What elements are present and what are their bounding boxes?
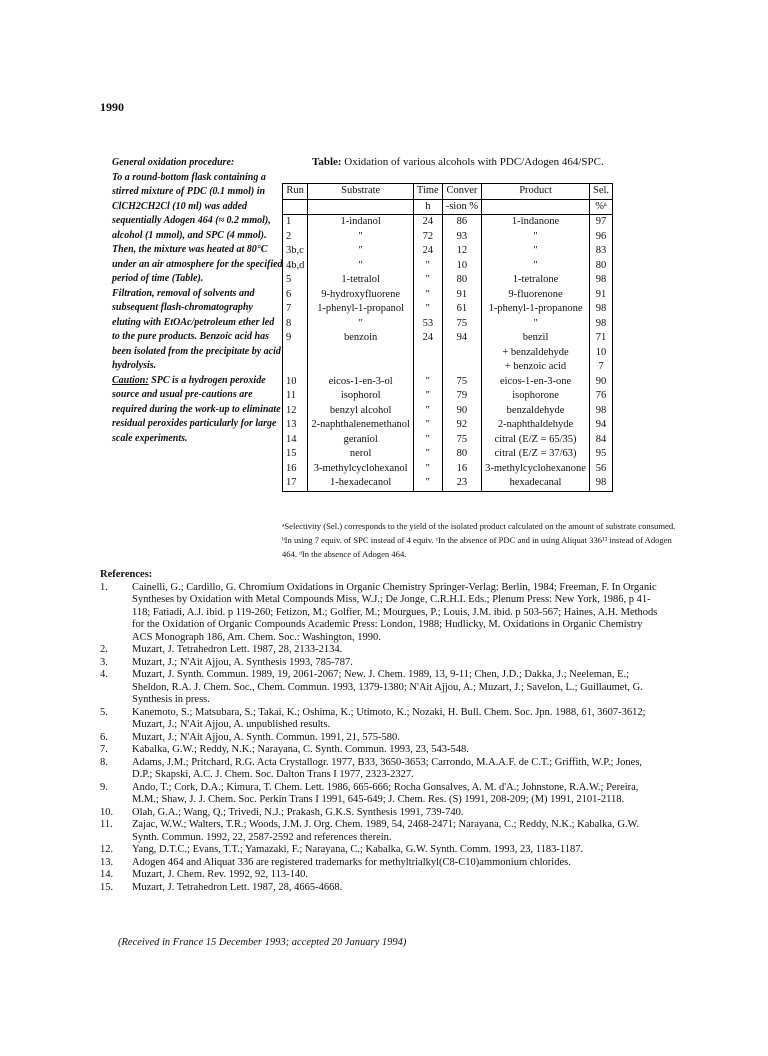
- cell-product: + benzoic acid: [482, 360, 590, 375]
- cell-run: 11: [283, 389, 308, 404]
- cell-substrate: 9-hydroxyfluorene: [308, 288, 414, 303]
- references-title: References:: [100, 569, 153, 580]
- header-time: Time: [413, 184, 442, 200]
- caution-text: SPC is a hydrogen peroxide source and usual pre-cautions are required during the work-up to eliminate residual peroxides particularly for large scale experiments.: [112, 374, 281, 444]
- cell-run: 4b,d: [283, 259, 308, 274]
- cell-time: ": [413, 476, 442, 491]
- cell-conversion: 75: [442, 317, 481, 332]
- cell-conversion: 93: [442, 230, 481, 245]
- cell-run: [283, 360, 308, 375]
- caution-paragraph: [112, 374, 284, 447]
- reference-item: [100, 669, 660, 707]
- cell-substrate: 1-hexadecanol: [308, 476, 414, 491]
- header-time: h: [413, 199, 442, 215]
- cell-substrate: ": [308, 317, 414, 332]
- cell-selectivity: 97: [589, 215, 612, 230]
- cell-product: hexadecanal: [482, 476, 590, 491]
- reference-text: Adogen 464 and Aliquat 336 are registered trademarks for methyltrialkyl(C8-C10)ammonium chlorides.: [132, 856, 571, 868]
- cell-substrate: ": [308, 244, 414, 259]
- cell-time: ": [413, 389, 442, 404]
- table-row: [283, 360, 613, 375]
- reference-item: [100, 744, 660, 757]
- table-header-row: [283, 184, 613, 200]
- header-substrate: [308, 199, 414, 215]
- cell-run: 9: [283, 331, 308, 346]
- reference-text: Yang, D.T.C.; Evans, T.T.; Yamazaki, F.; Narayana, C.; Kabalka, G.W. Synth. Comm. 1993, 23, 1183-1187.: [132, 844, 584, 855]
- cell-time: [413, 360, 442, 375]
- cell-product: + benzaldehyde: [482, 346, 590, 361]
- oxidation-table: [282, 183, 613, 492]
- reference-text: Muzart, J.; N'Ait Ajjou, A. Synthesis 1993, 785-787.: [132, 656, 353, 668]
- cell-conversion: 23: [442, 476, 481, 491]
- cell-product: isophorone: [482, 389, 590, 404]
- table-row: [283, 389, 613, 404]
- reference-item: [100, 707, 660, 732]
- table-row: [283, 476, 613, 491]
- cell-substrate: ": [308, 259, 414, 274]
- cell-time: ": [413, 433, 442, 448]
- cell-product: citral (E/Z = 37/63): [482, 447, 590, 462]
- table-row: [283, 404, 613, 419]
- cell-substrate: benzyl alcohol: [308, 404, 414, 419]
- reference-number: 7.: [100, 744, 108, 755]
- reference-number: 2.: [100, 644, 108, 655]
- header-run: Run: [283, 184, 308, 200]
- reference-text: Muzart, J. Tetrahedron Lett. 1987, 28, 4665-4668.: [132, 881, 343, 893]
- table-row: [283, 462, 613, 477]
- cell-run: 12: [283, 404, 308, 419]
- table-row: [283, 375, 613, 390]
- cell-run: 15: [283, 447, 308, 462]
- cell-conversion: 94: [442, 331, 481, 346]
- reference-number: 15.: [100, 881, 114, 893]
- cell-time: ": [413, 447, 442, 462]
- cell-substrate: eicos-1-en-3-ol: [308, 375, 414, 390]
- cell-substrate: ": [308, 230, 414, 245]
- cell-selectivity: 7: [589, 360, 612, 375]
- cell-product: 1-phenyl-1-propanone: [482, 302, 590, 317]
- reference-text: Kanemoto, S.; Matsubara, S.; Takai, K.; Oshima, K.; Utimoto, K.; Nozaki, H. Bull. Chem. Soc. Jpn. 1988, 61, 3607-3612; Muzart, J.; N'Ait Ajjou, A. unpublished results.: [132, 706, 646, 730]
- cell-substrate: 1-indanol: [308, 215, 414, 230]
- header-substrate: Substrate: [308, 184, 414, 200]
- cell-run: 14: [283, 433, 308, 448]
- cell-selectivity: 76: [589, 389, 612, 404]
- cell-selectivity: 98: [589, 476, 612, 491]
- cell-selectivity: 10: [589, 346, 612, 361]
- cell-selectivity: 98: [589, 273, 612, 288]
- cell-substrate: [308, 360, 414, 375]
- cell-selectivity: 84: [589, 433, 612, 448]
- cell-time: ": [413, 302, 442, 317]
- cell-run: [283, 346, 308, 361]
- cell-substrate: geraniol: [308, 433, 414, 448]
- table-row: [283, 259, 613, 274]
- caution-label: Caution:: [112, 374, 149, 386]
- reference-text: Kabalka, G.W.; Reddy, N.K.; Narayana, C. Synth. Commun. 1993, 23, 543-548.: [132, 744, 469, 755]
- procedure-paragraph-1: To a round-bottom flask containing a stirred mixture of PDC (0.1 mmol) in ClCH2CH2Cl (10 ml) was added sequentially Adogen 464 (≈ 0.2 mmol), alcohol (1 mmol), and SPC (4 mmol). Then, the mixture was heated at 80°C under an air atmosphere for the specified period of time (Table).: [112, 171, 283, 284]
- reference-text: Zajac, W.W.; Walters, T.R.; Woods, J.M. J. Org. Chem. 1989, 54, 2468-2471; Narayana, C.; Reddy, N.K.; Kabalka, G.W. Synth. Commun. 1992, 22, 2587-2592 and references therein.: [132, 819, 640, 843]
- reference-text: Olah, G.A.; Wang, Q.; Trivedi, N.J.; Prakash, G.K.S. Synthesis 1991, 739-740.: [132, 806, 464, 818]
- cell-selectivity: 91: [589, 288, 612, 303]
- reference-number: 6.: [100, 731, 108, 743]
- procedure-heading: General oxidation procedure:: [112, 157, 235, 168]
- table-row: [283, 273, 613, 288]
- header-product: [482, 199, 590, 215]
- cell-substrate: [308, 346, 414, 361]
- reference-item: [100, 657, 660, 670]
- cell-conversion: 79: [442, 389, 481, 404]
- procedure-sidebar: [112, 156, 284, 446]
- table-row: [283, 244, 613, 259]
- reference-item: [100, 782, 660, 807]
- cell-run: 17: [283, 476, 308, 491]
- procedure-paragraph-2: Filtration, removal of solvents and subsequent flash-chromatography eluting with EtOAc/petroleum ether led to the pure products. Benzoic acid has been isolated from the precipitate by acid hydrolysis.: [112, 287, 281, 371]
- cell-substrate: isophorol: [308, 389, 414, 404]
- cell-run: 7: [283, 302, 308, 317]
- header-selectivity: %ᵃ: [589, 199, 612, 215]
- cell-run: 3b,c: [283, 244, 308, 259]
- cell-selectivity: 95: [589, 447, 612, 462]
- cell-conversion: 61: [442, 302, 481, 317]
- cell-product: 9-fluorenone: [482, 288, 590, 303]
- table-footnote: ᵃSelectivity (Sel.) corresponds to the yield of the isolated product calculated on the amount of substrate consumed. ᵇIn using 7 equiv. of SPC instead of 4 equiv. ᶜIn the absence of PDC and in using Aliquat 336¹³ instead of Adogen 464. ᵈIn the absence of Adogen 464.: [282, 521, 676, 559]
- cell-product: 1-tetralone: [482, 273, 590, 288]
- cell-run: 5: [283, 273, 308, 288]
- table-row: [283, 433, 613, 448]
- reference-number: 13.: [100, 856, 114, 868]
- cell-conversion: 12: [442, 244, 481, 259]
- cell-conversion: [442, 360, 481, 375]
- table-row: [283, 302, 613, 317]
- reference-item: [100, 882, 660, 895]
- cell-run: 13: [283, 418, 308, 433]
- cell-product: ": [482, 230, 590, 245]
- reference-number: 3.: [100, 656, 108, 668]
- cell-time: ": [413, 375, 442, 390]
- header-product: Product: [482, 184, 590, 200]
- cell-conversion: 90: [442, 404, 481, 419]
- cell-conversion: [442, 346, 481, 361]
- cell-conversion: 10: [442, 259, 481, 274]
- received-note: (Received in France 15 December 1993; accepted 20 January 1994): [118, 937, 407, 948]
- cell-conversion: 91: [442, 288, 481, 303]
- cell-selectivity: 98: [589, 302, 612, 317]
- reference-number: 10.: [100, 806, 114, 818]
- reference-item: [100, 644, 660, 657]
- reference-item: [100, 869, 660, 882]
- table-body: [283, 215, 613, 492]
- reference-text: Adams, J.M.; Pritchard, R.G. Acta Crystallogr. 1977, B33, 3650-3653; Carrondo, M.A.A.F. de C.T.; Griffith, W.P.; Jones, D.P.; Skapski, A.C. J. Chem. Soc. Dalton Trans I 1977, 2323-2327.: [132, 756, 643, 780]
- cell-conversion: 80: [442, 447, 481, 462]
- cell-time: 24: [413, 244, 442, 259]
- cell-substrate: 2-naphthalenemethanol: [308, 418, 414, 433]
- cell-time: ": [413, 288, 442, 303]
- table-caption-text: Oxidation of various alcohols with PDC/Adogen 464/SPC.: [341, 156, 604, 168]
- cell-product: benzil: [482, 331, 590, 346]
- reference-item: [100, 582, 660, 645]
- table-row: [283, 288, 613, 303]
- cell-conversion: 16: [442, 462, 481, 477]
- table-row: [283, 230, 613, 245]
- table-caption: [312, 156, 604, 168]
- reference-text: Muzart, J. Synth. Commun. 1989, 19, 2061-2067; New. J. Chem. 1989, 13, 9-11; Chen, J.D.; Dakka, J.; Neeleman, E.; Sheldon, R.A. J. Chem. Soc., Chem. Commun. 1993, 1379-1380; N'Ait Ajjou, A.; Muzart, J.; Savelon, L.; Guillaumet, G. Synthesis in press.: [132, 669, 643, 705]
- reference-text: Muzart, J. Tetrahedron Lett. 1987, 28, 2133-2134.: [132, 644, 343, 655]
- table-row: [283, 346, 613, 361]
- cell-run: 6: [283, 288, 308, 303]
- cell-run: 10: [283, 375, 308, 390]
- reference-number: 5.: [100, 706, 108, 718]
- cell-product: 3-methylcyclohexanone: [482, 462, 590, 477]
- cell-run: 16: [283, 462, 308, 477]
- reference-text: Cainelli, G.; Cardillo, G. Chromium Oxidations in Organic Chemistry Springer-Verlag: Berlin, 1984; Freeman, F. In Organic Syntheses by Oxidation with Metal Compounds Miss, W.J.; De Jonge, C.R.H.I. Eds.; Plenum Press: New York, 1986, p 41-118; Fatiadi, A.J. ibid. p 119-260; Fetizon, M.; Golfier, M.; Mourgues, P.; Louis, J.M. ibid. p 503-567; Haines, A.H. Methods for the Oxidation of Organic Compounds Academic Press: London, 1988; Hudlicky, M. Oxidations in Organic Chemistry ACS Monograph 186, Am. Chem. Soc.: Washington, 1990.: [132, 581, 658, 643]
- reference-number: 4.: [100, 669, 108, 680]
- cell-time: [413, 346, 442, 361]
- table-row: [283, 317, 613, 332]
- cell-time: 24: [413, 331, 442, 346]
- cell-time: ": [413, 404, 442, 419]
- cell-selectivity: 90: [589, 375, 612, 390]
- cell-product: citral (E/Z = 65/35): [482, 433, 590, 448]
- cell-run: 1: [283, 215, 308, 230]
- cell-conversion: 75: [442, 375, 481, 390]
- table-header-row: [283, 199, 613, 215]
- cell-time: ": [413, 259, 442, 274]
- reference-number: 9.: [100, 781, 108, 793]
- cell-substrate: nerol: [308, 447, 414, 462]
- cell-conversion: 86: [442, 215, 481, 230]
- reference-number: 12.: [100, 844, 114, 855]
- cell-product: ": [482, 244, 590, 259]
- cell-run: 2: [283, 230, 308, 245]
- cell-time: ": [413, 273, 442, 288]
- reference-number: 11.: [100, 819, 113, 830]
- cell-product: eicos-1-en-3-one: [482, 375, 590, 390]
- header-selectivity: Sel.: [589, 184, 612, 200]
- cell-conversion: 92: [442, 418, 481, 433]
- cell-run: 8: [283, 317, 308, 332]
- reference-item: [100, 757, 660, 782]
- header-conversion: -sion %: [442, 199, 481, 215]
- reference-number: 1.: [100, 581, 108, 593]
- header-conversion: Conver: [442, 184, 481, 200]
- cell-selectivity: 98: [589, 317, 612, 332]
- cell-substrate: 1-tetralol: [308, 273, 414, 288]
- header-run: [283, 199, 308, 215]
- reference-item: [100, 807, 660, 820]
- cell-substrate: benzoin: [308, 331, 414, 346]
- cell-selectivity: 71: [589, 331, 612, 346]
- cell-product: benzaldehyde: [482, 404, 590, 419]
- reference-text: Muzart, J.; N'Ait Ajjou, A. Synth. Commun. 1991, 21, 575-580.: [132, 731, 400, 743]
- cell-product: ": [482, 317, 590, 332]
- cell-time: 24: [413, 215, 442, 230]
- cell-selectivity: 56: [589, 462, 612, 477]
- cell-time: 53: [413, 317, 442, 332]
- reference-item: [100, 857, 660, 870]
- reference-text: Muzart, J. Chem. Rev. 1992, 92, 113-140.: [132, 869, 308, 880]
- table-row: [283, 447, 613, 462]
- table-row: [283, 215, 613, 230]
- cell-selectivity: 94: [589, 418, 612, 433]
- cell-conversion: 80: [442, 273, 481, 288]
- cell-product: 1-indanone: [482, 215, 590, 230]
- table-row: [283, 331, 613, 346]
- reference-item: [100, 844, 660, 857]
- reference-text: Ando, T.; Cork, D.A.; Kimura, T. Chem. Lett. 1986, 665-666; Rocha Gonsalves, A. M. d'A.; Johnstone, R.A.W.; Pereira, M.M.; Shaw, J. J. Chem. Soc. Perkin Trans I 1991, 645-649; J. Chem. Res. (S) 1991, 208-209; (M) 1991, 2101-2118.: [132, 781, 639, 805]
- cell-selectivity: 98: [589, 404, 612, 419]
- cell-product: ": [482, 259, 590, 274]
- reference-number: 14.: [100, 869, 114, 880]
- cell-time: 72: [413, 230, 442, 245]
- references-section: [100, 569, 660, 894]
- cell-selectivity: 80: [589, 259, 612, 274]
- cell-selectivity: 96: [589, 230, 612, 245]
- references-list: [100, 582, 660, 895]
- table-caption-label: Table:: [312, 156, 342, 168]
- cell-time: ": [413, 462, 442, 477]
- cell-time: ": [413, 418, 442, 433]
- table-row: [283, 418, 613, 433]
- reference-item: [100, 819, 660, 844]
- page-number: 1990: [100, 100, 124, 114]
- reference-item: [100, 732, 660, 745]
- cell-selectivity: 83: [589, 244, 612, 259]
- cell-conversion: 75: [442, 433, 481, 448]
- cell-substrate: 1-phenyl-1-propanol: [308, 302, 414, 317]
- reference-number: 8.: [100, 756, 108, 768]
- cell-substrate: 3-methylcyclohexanol: [308, 462, 414, 477]
- cell-product: 2-naphthaldehyde: [482, 418, 590, 433]
